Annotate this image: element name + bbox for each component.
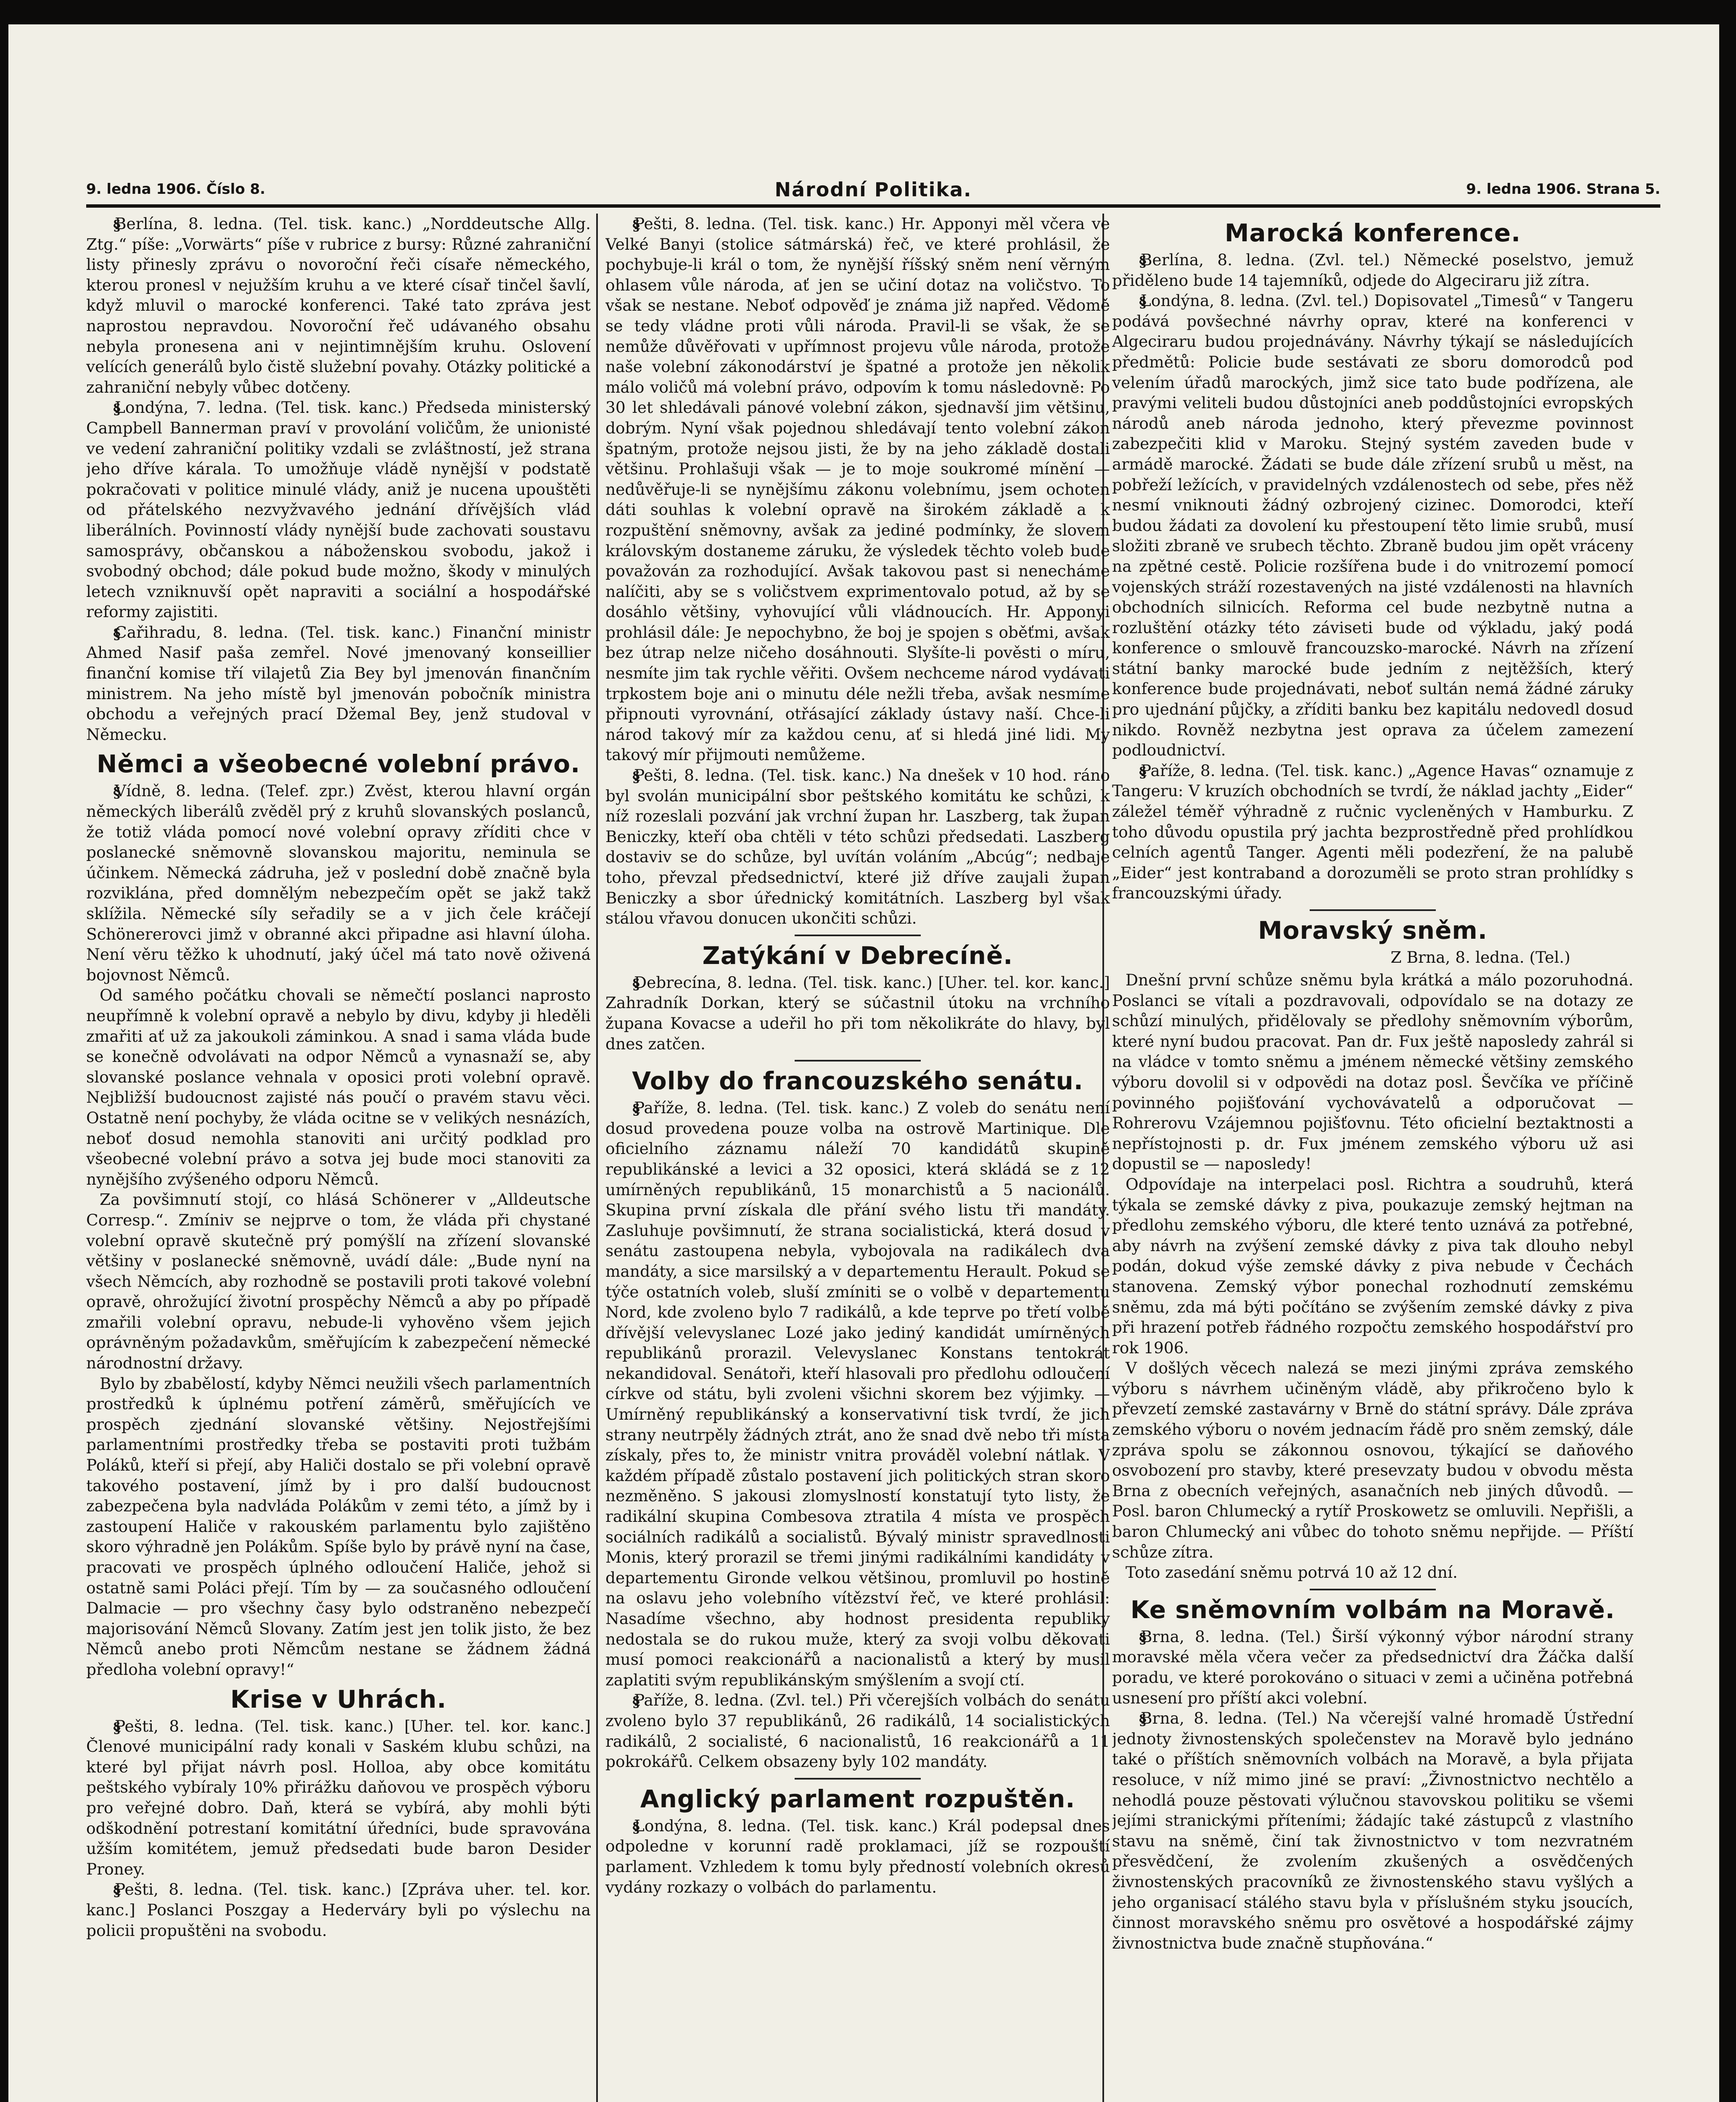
article-heading: Zatýkání v Debrecíně.: [702, 941, 1013, 970]
section-mark-icon: [1126, 255, 1137, 267]
news-text: Berlína, 8. ledna. (Zvl. tel.) Německé poselstvo, jemuž přiděleno bude 14 tajemníků, odjede do Algeciraru již zítra.: [1112, 251, 1633, 290]
news-text: Londýna, 8. ledna. (Tel. tisk. kanc.) Král podepsal dnes odpoledne v korunní radě proklamaci, jíž se rozpouští parlament. Vzhledem k tomu byly předností volebních okresů vydány rozkazy o volbách do parlamentu.: [605, 1816, 1110, 1896]
news-text: Pešti, 8. ledna. (Tel. tisk. kanc.) [Uher. tel. kor. kanc.] Členové municipální rady konali v Saském klubu schůzi, na které byl přijat návrh posl. Holloa, aby obce komitátu peštského vybíraly 10% přirážku daňovou ve prospěch výboru pro veřejné dobro. Daň, která se vybírá, aby mohli býti odškodnění potrestaní komitátní úředníci, bude spravována užším komitétem, jemuž předsedati bude baron Desider Proney.: [86, 1716, 591, 1878]
paragraph: Za povšimnutí stojí, co hlásá Schönerer v „Alldeutsche Corresp.“. Zmíniv se nejprve o tom, že vláda při chystané volební opravě skutečně prý pomýšlí na zřízení slovanské většiny v poslanecké sněmovně, uvádí dále: „Bude nyní na všech Němcích, aby rozhodně se postavili proti takové volební opravě, ohrožující životní prospěchy Němců a aby po případě zmařili volební opravu, nebude-li vyhověno všem jejich oprávněným požadavkům, směřujícím k zabezpečení německé národnostní državy.: [86, 1190, 591, 1373]
header-date-page: 9. ledna 1906. Strana 5.: [1466, 181, 1660, 198]
article-heading: Anglický parlament rozpuštěn.: [640, 1784, 1075, 1813]
section-mark-icon: [100, 786, 111, 798]
paragraph: Bylo by zbabělostí, kdyby Němci neužili všech parlamentních prostředků k úplnému potření záměrů, směřujících ve prospěch zjednání slovanské většiny. Nejostřejšími parlamentními prostředky třeba se postaviti proti tužbám Poláků, kteří si přejí, aby Haliči dostalo se při volební opravě takového postavení, jímž by i pro další budoucnost zabezpečena byla nadvláda Polákům v zemi této, a jímž by i zastoupení Haliče v rakouském parlamentu bylo zajištěno skoro výhradně jen Polákům. Spíše bylo by právě nyní na čase, pracovati ve prospěch úplného odloučení Haliče, jehož si ostatně sami Poláci přejí. Tím by — za současného odloučení Dalmacie — pro všechny časy bylo odstraněno nebezpečí majorisování Němců Slovany. Zatím jest jen tolik jisto, že bez Němců anebo proti Němcům nestane se žádnem žádná předloha volební opravy!“: [86, 1374, 591, 1679]
news-item: [86, 1879, 591, 1941]
section-mark-icon: [619, 771, 631, 782]
section-divider: [795, 1778, 921, 1780]
section-mark-icon: [100, 403, 111, 415]
section-mark-icon: [619, 1695, 631, 1707]
section-mark-icon: [1126, 1714, 1137, 1725]
article-heading: Volby do francouzského senátu.: [632, 1067, 1083, 1096]
section-mark-icon: [1126, 296, 1137, 308]
news-item: [605, 972, 1110, 1054]
news-item: [1112, 1708, 1633, 1953]
news-item: [1112, 250, 1633, 290]
news-item: [86, 1716, 591, 1880]
section-divider: [795, 1060, 921, 1062]
news-text: Londýna, 8. ledna. (Zvl. tel.) Dopisovatel „Timesů“ v Tangeru podává povšechné návrhy oprav, které na konferenci v Algeciraru budou projednávány. Návrhy týkají se následujících předmětů: Policie bude sestávati ze sboru domorodců pod velením úřadů marockých, jimž sice tato bude podřízena, ale pravými veliteli budou důstojníci aneb poddůstojníci evropských národů aneb národa jednoho, který převezme povinnost zabezpečiti klid v Maroku. Stejný systém zaveden bude v armádě marocké. Žádati se bude dále zřízení srubů u měst, na pobřeží ležících, v pravidelných vzdálenostech od sebe, přes něž nesmí vniknouti žádný ozbrojený cizinec. Domorodci, kteří budou žádati za dovolení ku přestoupení těto limie srubů, musí složiti zbraně ve srubech těchto. Zbraně budou jim opět vráceny na zpětné cestě. Policie rozšířena bude i do vnitrozemí pomocí vojenských stráží rozestavených na jisté vzdálenosti na hlavních obchodních silnicích. Reforma cel bude nezbytně nutna a rozluštění otázky této záviseti bude od výkladu, jaký podá konference o smlouvě francouzsko-marocké. Návrh na zřízení státní banky marocké bude jedním z nejtěžších, který konference bude projednávati, neboť sultán nemá žádné záruky pro ujednání půjčky, a zříditi banku bez kapitálu nedovedl dosud nikdo. Rovněž nezbytna jest oprava za účelem zamezení podloudnictví.: [1112, 291, 1633, 760]
news-text: Paříže, 8. ledna. (Zvl. tel.) Při včerejších volbách do senátu zvoleno bylo 37 republikánů, 26 radikálů, 14 socialistických radikálů, 2 socialisté, 6 nacionalistů, 16 reakcionářů a 11 pokrokářů. Celkem obsazeny byly 102 mandáty.: [605, 1691, 1110, 1771]
news-item: [605, 1816, 1110, 1897]
section-mark-icon: [100, 219, 111, 231]
section-mark-icon: [1126, 766, 1137, 778]
news-text: Londýna, 7. ledna. (Tel. tisk. kanc.) Předseda ministerský Campbell Bannerman praví v provolání voličům, že unionisté ve vedení zahraniční politiky vzdali se zvláštností, jež strana jeho dříve kárala. To umožňuje vládě nynější v podstatě pokračovati v politice minulé vlády, aniž je nucena upouštěti od přátelského nezvyžvavého jednání dřívějších vlád liberálních. Povinností vlády nynější bude zachovati soustavu samosprávy, občanskou a náboženskou svobodu, jakož i svobodný obchod; dále pokud bude možno, škody v minulých letech vzniknuvší opět napraviti a sociální a hospodářské reformy zajistiti.: [86, 398, 591, 621]
column-middle: [605, 214, 1110, 2102]
paragraph: V došlých věcech nalezá se mezi jinými zpráva zemského výboru s návrhem učiněným vládě, aby přikročeno bylo k převzetí zemské zastavárny v Brně do státní správy. Dále zpráva zemského výboru o novém jednacím řádě pro sněm zemský, dále zpráva spolu se zákonnou osnovou, týkající se daňového osvobození pro stavby, které presevzaty budou v obvodu města Brna z obecních veřejných, asanačních neb jiných důvodů. — Posl. baron Chlumecký a rytíř Proskowetz se omluvili. Nepřišli, a baron Chlumecký ani vůbec do tohoto sněmu nepřijde. — Příští schůze zítra.: [1112, 1359, 1633, 1561]
section-divider: [795, 935, 921, 936]
paragraph: Dnešní první schůze sněmu byla krátká a málo pozoruhodná. Poslanci se vítali a pozdravovali, odpovídalo se na dotazy ze schůzí minulých, přidělovaly se předlohy sněmovním výborům, které nyní budou pracovat. Pan dr. Fux ještě naposledy zahrál si na vládce v tomto sněmu a jménem německé většiny zemského výboru dovolil si v odpovědi na dotaz posl. Ševčíka ve příčině povinného pojišťování vychovávatelů a odporučovat — Rohrerovu Vzájemnou pojišťovnu. Této oficielní beztaktnosti a nepřístojnosti p. dr. Fux jménem zemského výboru už asi dopustil se — naposledy!: [1112, 971, 1633, 1173]
news-text: Pešti, 8. ledna. (Tel. tisk. kanc.) [Zpráva uher. tel. kor. kanc.] Poslanci Poszgay a Hederváry byli po výslechu na policii propuštěni na svobodu.: [86, 1880, 591, 1940]
masthead-title: Národní Politika.: [774, 178, 972, 201]
news-item: [86, 397, 591, 622]
scan-border-top: [0, 0, 1736, 24]
news-text: Vídně, 8. ledna. (Telef. zpr.) Zvěst, kterou hlavní orgán německých liberálů zvěděl prý z kruhů slovanských poslanců, že totiž vláda pomocí nové volební opravy zříditi chce v poslanecké sněmovně slovanskou majoritu, neminula se účinkem. Německá zádruha, jež v poslední době značně byla rozviklána, před domnělým nebezpečím opět se jakž takž sklížila. Německé síly seřadily se a v jich čele kráčejí Schönererovci jimž v obranné akci připadne asi hlavní úloha. Není věru těžko k uhodnutí, jaký účel má tato nově oživená bojovnost Němců.: [86, 782, 591, 984]
section-mark-icon: [619, 219, 631, 231]
news-item: [1112, 290, 1633, 761]
section-mark-icon: [1126, 1632, 1137, 1644]
section-mark-icon: [619, 1821, 631, 1833]
article-heading: Němci a všeobecné volební právo.: [96, 750, 581, 779]
section-divider: [1310, 909, 1436, 911]
news-item: [605, 765, 1110, 929]
section-mark-icon: [100, 1722, 111, 1733]
header-date-issue: 9. ledna 1906. Číslo 8.: [86, 181, 266, 198]
news-text: Pešti, 8. ledna. (Tel. tisk. kanc.) Hr. Apponyi měl včera ve Velké Banyi (stolice sátmárská) řeč, ve které prohlásil, že pochybuje-li král o tom, že nynější říšský sněm není věrným ohlasem vůle národa, ať jen se učiní dotaz na voličstvo. To však se nestane. Neboť odpověď je známa již napřed. Vědomě se tedy vládne proti vůli národa. Pravil-li se však, že se nemůže důvěřovati v upřímnost projevu vůle národa, protože naše volební zákonodárství je špatné a protože jen několik málo voličů má volební právo, odpovím k tomu následovně: Po 30 let shledávali pánové volební zákon, sjednavší jim většinu, dobrým. Nyní však pojednou shledávají tento volební zákon špatným, protože nejsou jisti, že by na jeho základě dostali většinu. Prohlašuji však — je to moje soukromé mínění — nedůvěřuje-li se nynějšímu zákonu volebnímu, jsem ochoten dáti souhlas k volební opravě na širokém základě a k rozpuštění sněmovny, avšak za jediné podmínky, že slovem královským dostaneme záruku, že výsledek těchto voleb bude považován za rozhodující. Avšak takovou past si nenecháme nalíčiti, aby se s voličstvem exprimentovalo potud, až by se dosáhlo většiny, vyhovující vůli vládnoucích. Hr. Apponyi prohlásil dále: Je nepochybno, že boj je spojen s oběťmi, avšak bez útrap nelze ničeho dosáhnouti. Slyšíte-li pověsti o míru, nesmíte jim tak rychle věřiti. Ovšem nechceme národ vydávati trpkostem boje ani o minutu déle nežli třeba, avšak nesmíme připnouti vyrovnání, otřásající základy ústavy naší. Chce-li národ takový mír za každou cenu, ať si hledá jiné lidi. My takový mír přijmouti nemůžeme.: [605, 214, 1110, 764]
scan-border-left: [0, 0, 8, 2102]
dateline: Z Brna, 8. ledna. (Tel.): [1390, 948, 1570, 966]
page-header: [86, 178, 1660, 203]
column-left: [86, 214, 591, 2102]
paragraph: Odpovídaje na interpelaci posl. Richtra a soudruhů, která týkala se zemské dávky z piva, poukazuje zemský hejtman na předlohu zemského výboru, dle které tento uznává za potřebné, aby návrh na zvýšení zemské dávky z piva tak dlouho nebyl podán, dokud výše zemské dávky z piva nebude v Čechách stanovena. Zemský výbor ponechal rozhodnutí zemskému sněmu, zda má býti počítáno se zvýšením zemské dávky z piva při hrazení potřeb řádného rozpočtu zemského hospodářství pro rok 1906.: [1112, 1175, 1633, 1357]
news-item: [86, 214, 591, 397]
news-item: [605, 1098, 1110, 1690]
article-heading: Krise v Uhrách.: [230, 1685, 447, 1714]
header-rule: [86, 204, 1660, 208]
section-mark-icon: [100, 628, 111, 639]
news-item: [1112, 1627, 1633, 1708]
news-text: Paříže, 8. ledna. (Tel. tisk. kanc.) Z voleb do senátu není dosud provedena pouze volba na ostrově Martinique. Dle oficielního záznamu náleží 70 kandidátů skupině republikánské a levici a 32 oposici, která skládá se z 12 umírněných republikánů, 15 monarchistů a 5 nacionálů. Skupina první získala dle přání svého listu tři mandáty. Zasluhuje povšimnutí, že strana socialistická, která dosud v senátu zastoupena nebyla, vybojovala na radikálech dva mandáty, a sice marsilský a v departementu Herault. Pokud se týče ostatních voleb, sluší zmíniti se o volbě v departementu Nord, kde zvoleno bylo 7 radikálů, a kde teprve po třetí volbě dřívější velevyslanec Lozé jako jediný kandidát umírněných republikánů prorazil. Velevyslanec Konstans tentokrát nekandidoval. Senátoři, kteří hlasovali pro předlohu odloučení církve od státu, byli zvoleni všichni skorem bez výjimky. — Umírněný republikánský a konservativní tisk tvrdí, že jich strany neutrpěly žádných ztrát, ano že snad dvě nebo tři místa získaly, přes to, že ministr vnitra prováděl volební nátlak. V každém případě zůstalo postavení jich politických stran skoro nezměněno. S jakousi zlomyslností konstatují tyto listy, že radikální skupina Combesova ztratila 4 místa ve prospěch sociálních radikálů a socialistů. Bývalý ministr spravedlnosti Monis, který prorazil se třemi jinými radikálními kandidáty v departementu Gironde velkou většinou, promluvil po hostině na oslavu jeho volebního vítězství řeč, ve které prohlásil: Nasadíme všechno, aby hodnost presidenta republiky nedostala se do rukou muže, který za svoji volbu děkovati musí pomoci reakcionářů a nacionalistů a který by musil zaplatiti svým republikánským smýšlením a svojí ctí.: [605, 1099, 1110, 1689]
news-text: Cařihradu, 8. ledna. (Tel. tisk. kanc.) Finanční ministr Ahmed Nasif paša zemřel. Nové jmenovaný konseillier finanční komise tří vilajetů Zia Bey byl jmenován finančním ministrem. Na jeho místě byl jmenován pobočník ministra obchodu a veřejných prací Džemal Bey, jenž studoval v Německu.: [86, 623, 591, 744]
section-divider: [1310, 1589, 1436, 1590]
section-mark-icon: [619, 1103, 631, 1115]
article-heading: Moravský sněm.: [1258, 916, 1488, 945]
news-text: Brna, 8. ledna. (Tel.) Na včerejší valné hromadě Ústřední jednoty živnostenských společenstev na Moravě bylo jednáno také o příštích sněmovních volbách na Moravě, a byla přijata resoluce, v níž mimo jiné se praví: „Živnostnictvo nechtělo a nehodlá pouze pěstovati výlučnou stavovskou politiku se všemi jejími stranickými příteními; žádajíc také zástupců z vlastního stavu na sněmě, činí tak živnostnictvo v tom nezvratném přesvědčení, že zvolením zkušených a osvědčených živnostenských pracovníků ze živnostenského stavu vyšlých a jeho organisací stálého stavu byla v příslušném styku jsoucích, činnost moravského sněmu pro osvětové a hospodářské zájmy živnostnictva bude značně stupňována.“: [1112, 1709, 1633, 1952]
paragraph: Od samého počátku chovali se němečtí poslanci naprosto neupřímně k volební opravě a nebylo by divu, kdyby ji hleděli zmařiti ať už za jakoukoli záminkou. A snad i sama vláda bude se konečně odvolávati na odpor Němců a vynasnaží se, aby slovanské poslance vehnala v oposici proti volební opravě. Nejbližší budoucnost zajisté nás poučí o pravém stavu věci. Ostatně není pochyby, že vláda ocitne se v velikých nesnázích, neboť dosud nemohla stanoviti ani určitý podklad pro všeobecné volební právo a sotva jej bude moci stanoviti za nynějšího zvýšeného odporu Němců.: [86, 986, 591, 1188]
column-divider: [596, 214, 598, 2102]
article-heading: Ke sněmovním volbám na Moravě.: [1130, 1595, 1615, 1624]
scan-border-right: [1719, 0, 1736, 2102]
news-item: [86, 781, 591, 985]
column-right: [1112, 214, 1633, 2102]
section-mark-icon: [619, 978, 631, 990]
paragraph: Toto zasedání sněmu potrvá 10 až 12 dní.: [1126, 1563, 1458, 1582]
news-text: Paříže, 8. ledna. (Tel. tisk. kanc.) „Agence Havas“ oznamuje z Tangeru: V kruzích obchodních se tvrdí, že náklad jachty „Eider“ záležel téměř výhradně z ručnic vycleněných v Hamburku. Z toho důvodu opustila prý jachta bezprostředně před prohlídkou celních agentů Tanger. Agenti měli podezření, že na palubě „Eider“ jest kontraband a dorozuměli se proto stran prohlídky s francouzskými úřady.: [1112, 761, 1633, 903]
news-item: [605, 1690, 1110, 1772]
section-mark-icon: [100, 1885, 111, 1896]
news-text: Debrecína, 8. ledna. (Tel. tisk. kanc.) [Uher. tel. kor. kanc.] Zahradník Dorkan, který se súčastnil útoku na vrchního župana Kovacse a udeřil ho při tom několikráte do hlavy, byl dnes zatčen.: [605, 973, 1110, 1053]
news-text: Berlína, 8. ledna. (Tel. tisk. kanc.) „Norddeutsche Allg. Ztg.“ píše: „Vorwärts“ píše v rubrice z bursy: Různé zahraniční listy přinesly zprávu o novoroční řeči císaře německého, kterou pronesl v nejužším kruhu a ve které císař tinčel šavlí, když mluvil o marocké konferenci. Také tato zpráva jest naprostou nepravdou. Novoroční řeč udávaného obsahu nebyla pronesena ani v nejintimnějším kruhu. Oslovení velících generálů bylo čistě služební povahy. Otázky politické a zahraniční nebyly vůbec dotčeny.: [86, 214, 591, 396]
news-text: Pešti, 8. ledna. (Tel. tisk. kanc.) Na dnešek v 10 hod. ráno byl svolán municipální sbor peštského komitátu ke schůzi, k níž rozeslali pozvání jak vrchní župan hr. Laszberg, tak župan Beniczky, kteří oba chtěli v této schůzi předsedati. Laszberg dostaviv se do schůze, byl uvítán voláním „Abcúg“; nedbaje toho, převzal předsednictví, které již dříve zaujali župan Beniczky a sbor úřednický komitátních. Laszberg byl však stálou vřavou donucen ukončiti schůzi.: [605, 766, 1110, 928]
news-item: [86, 622, 591, 745]
news-text: Brna, 8. ledna. (Tel.) Širší výkonný výbor národní strany moravské měla včera večer za předsednictví dra Žáčka další poradu, ve které porokováno o situaci v zemi a učiněna potřebná usnesení pro příští akci volební.: [1112, 1627, 1633, 1707]
news-item: [1112, 761, 1633, 903]
news-item: [605, 214, 1110, 765]
article-heading: Marocká konference.: [1224, 219, 1521, 247]
